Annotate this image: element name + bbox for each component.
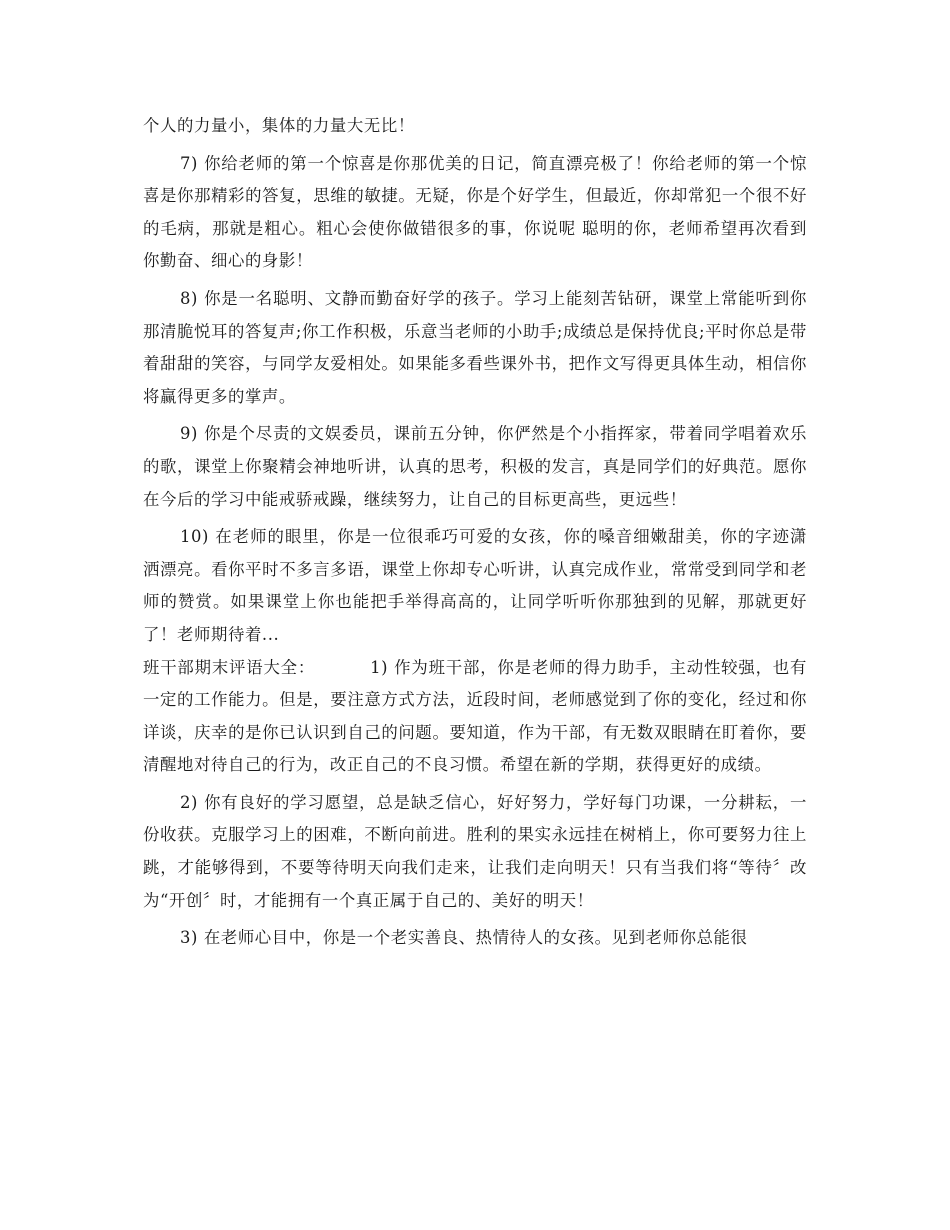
- section-heading: 班干部期末评语大全：: [143, 657, 316, 677]
- comment-item-9: 9) 你是个尽责的文娱委员，课前五分钟，你俨然是个小指挥家，带着同学唱着欢乐的歌，课堂上你聚精会神地听讲，认真的思考，积极的发言，真是同学们的好典范。愿你在今后的学习中能戒骄戒躁，继续努力，让自己的目标更高些，更远些！: [143, 424, 807, 509]
- cadre-comment-item-1: 1) 作为班干部，你是老师的得力助手，主动性较强，也有一定的工作能力。但是，要注意方式方法，近段时间，老师感觉到了你的变化，经过和你详谈，庆幸的是你已认识到自己的问题。要知道，作为干部，有无数双眼睛在盯着你，要清醒地对待自己的行为，改正自己的不良习惯。希望在新的学期，获得更好的成绩。: [143, 657, 807, 775]
- cadre-comment-item-2: 2) 你有良好的学习愿望，总是缺乏信心，好好努力，学好每门功课，一分耕耘，一份收获。克服学习上的困难，不断向前进。胜利的果实永远挂在树梢上，你可要努力往上跳，才能够得到，不要等待明天向我们走来，让我们走向明天！只有当我们将“等待〞改为“开创〞时，才能拥有一个真正属于自己的、美好的明天！: [143, 792, 807, 910]
- paragraph-continuation: 个人的力量小，集体的力量大无比！: [143, 116, 415, 135]
- document-body: [143, 110, 807, 960]
- section-cadre-comments: [143, 652, 807, 782]
- comment-item-7: 7) 你给老师的第一个惊喜是你那优美的日记，简直漂亮极了！你给老师的第一个惊喜是你那精彩的答复，思维的敏捷。无疑，你是个好学生，但最近，你却常犯一个很不好的毛病，那就是粗心。粗心会使你做错很多的事，你说呢 聪明的你，老师希望再次看到你勤奋、细心的身影！: [143, 153, 807, 271]
- comment-item-10: 10) 在老师的眼里，你是一位很乖巧可爱的女孩，你的嗓音细嫩甜美，你的字迹潇洒漂亮。看你平时不多言多语，课堂上你却专心听讲，认真完成作业，常常受到同学和老师的赞赏。如果课堂上你也能把手举得高高的，让同学听听你那独到的见解，那就更好了！老师期待着...: [143, 527, 807, 644]
- cadre-comment-item-3: 3) 在老师心目中，你是一个老实善良、热情待人的女孩。见到老师你总能很: [180, 928, 748, 948]
- comment-item-8: 8) 你是一名聪明、文静而勤奋好学的孩子。学习上能刻苦钻研，课堂上常能听到你那清脆悦耳的答复声;你工作积极，乐意当老师的小助手;成绩总是保持优良;平时你总是带着甜甜的笑容，与同学友爱相处。如果能多看些课外书，把作文写得更具体生动，相信你将赢得更多的掌声。: [143, 288, 808, 406]
